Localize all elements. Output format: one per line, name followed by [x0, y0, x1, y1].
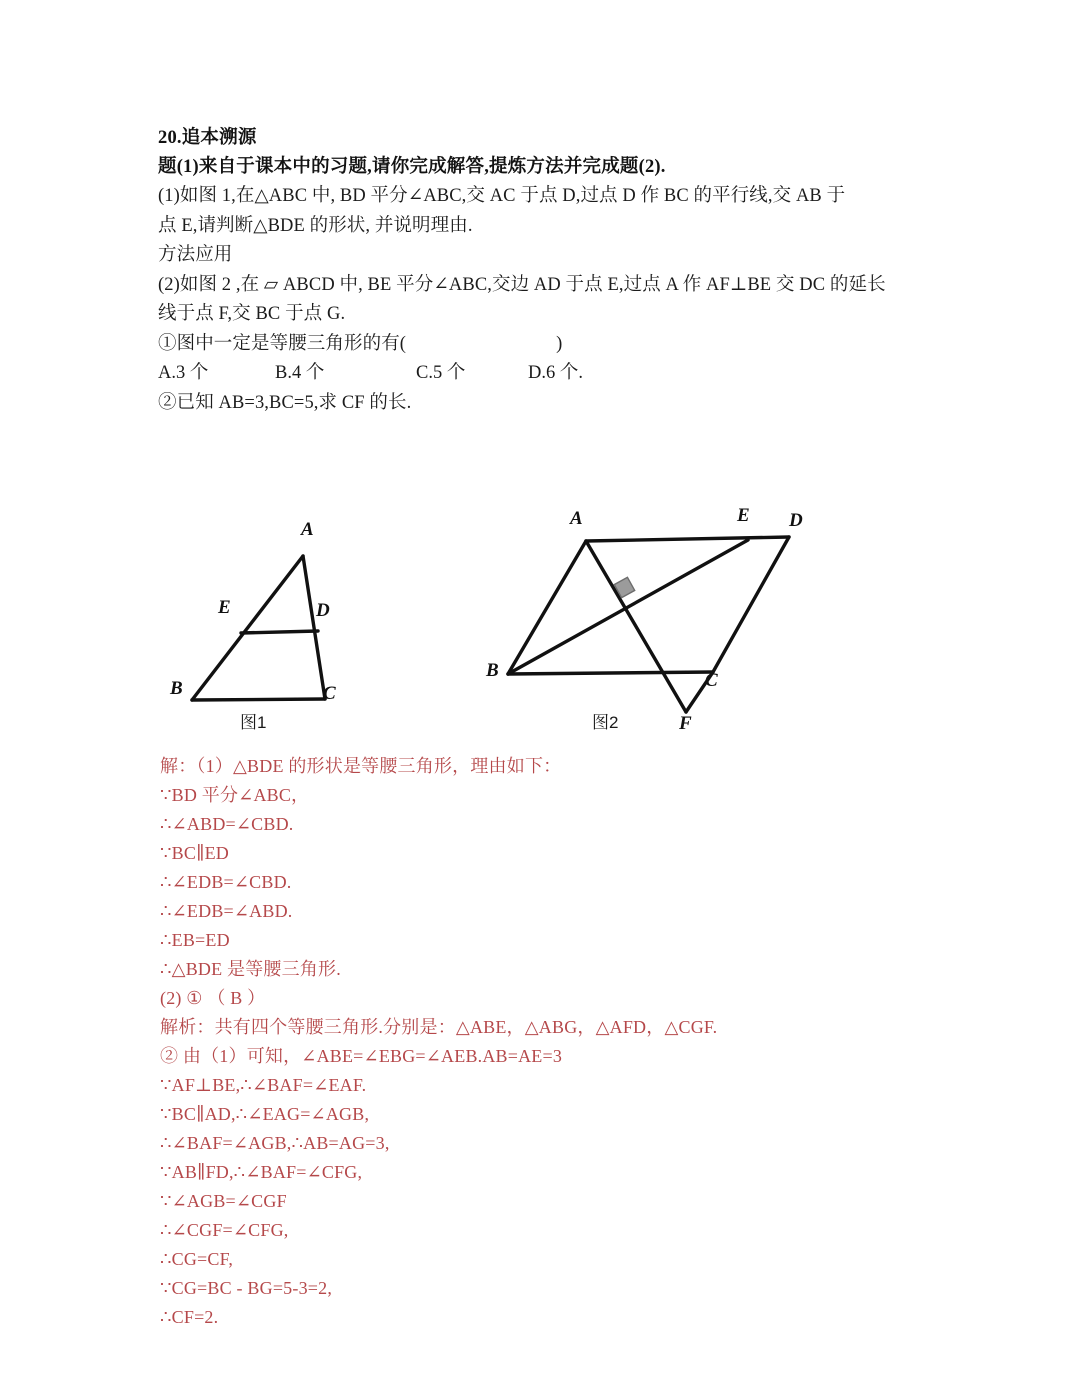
- solution-line: ∴∠EDB=∠ABD.: [160, 901, 293, 921]
- question-2-sub-2: ②已知 AB=3,BC=5,求 CF 的长.: [158, 392, 412, 413]
- figure2-label-B: B: [486, 660, 499, 681]
- solution-line: ∵BC∥AD,∴∠EAG=∠AGB,: [160, 1104, 370, 1124]
- question-block: [158, 124, 918, 418]
- figure1-label-E: E: [218, 597, 231, 618]
- solution-line: ② 由（1）可知，∠ABE=∠EBG=∠AEB.AB=AE=3: [160, 1046, 563, 1066]
- segment-AD: [586, 537, 789, 541]
- solution-line: ∵AF⊥BE,∴∠BAF=∠EAF.: [160, 1075, 367, 1095]
- segment-AB: [192, 556, 303, 700]
- question-2-line-1: (2)如图 2 ,在 ▱ ABCD 中, BE 平分∠ABC,交边 AD 于点 E,过点 A 作 AF⊥BE 交 DC 的延长: [158, 274, 886, 295]
- solution-line: ∵BD 平分∠ABC，: [160, 785, 310, 805]
- figure2-label-A: A: [570, 508, 583, 529]
- question-heading: 20.追本溯源: [158, 128, 257, 148]
- option-row: [158, 359, 918, 389]
- question-2-sub-1: [158, 330, 918, 360]
- option-d[interactable]: D.6 个.: [528, 363, 583, 383]
- option-c[interactable]: C.5 个: [416, 363, 466, 383]
- solution-line: ∴CF=2.: [160, 1307, 219, 1327]
- figure2-label-E: E: [737, 505, 750, 526]
- segment-BE: [508, 540, 748, 674]
- figure1-label-B: B: [170, 678, 183, 699]
- solution-line: ∴∠EDB=∠CBD.: [160, 872, 292, 892]
- solution-line: 解：（1）△BDE 的形状是等腰三角形，理由如下：: [160, 756, 562, 776]
- solution-line: ∴EB=ED: [160, 930, 230, 950]
- figure-1-drawing: [192, 556, 325, 700]
- question-2-line-2: 线于点 F,交 BC 于点 G.: [158, 304, 346, 324]
- segment-AC: [303, 556, 325, 699]
- figure2-caption: 图2: [592, 713, 619, 732]
- question-subheading: 题(1)来自于课本中的习题,请你完成解答,提炼方法并完成题(2).: [158, 157, 666, 177]
- question-2-sub-1-text: ①图中一定是等腰三角形的有(: [158, 333, 407, 354]
- question-1-line-2: 点 E,请判断△BDE 的形状, 并说明理由.: [158, 215, 473, 236]
- solution-answer-line: (2) ① （ B ）: [160, 988, 266, 1008]
- figure2-label-D: D: [789, 510, 803, 531]
- solution-line: ∴∠ABD=∠CBD.: [160, 814, 294, 834]
- solution-line: ∵BC∥ED: [160, 843, 229, 863]
- solution-line: 解析：共有四个等腰三角形.分别是：△ABE，△ABG，△AFD，△CGF.: [160, 1017, 718, 1037]
- figure2-label-C: C: [705, 670, 718, 691]
- solution-line: ∴∠CGF=∠CFG,: [160, 1220, 289, 1240]
- figure2-label-F: F: [679, 713, 692, 734]
- figure1-label-A: A: [301, 519, 314, 540]
- figure1-label-D: D: [316, 600, 330, 621]
- figure-2-drawing: [508, 537, 789, 712]
- solution-line: ∴△BDE 是等腰三角形.: [160, 959, 341, 979]
- solution-block: [160, 752, 960, 1332]
- solution-line: ∴CG=CF,: [160, 1249, 234, 1269]
- solution-line: ∴∠BAF=∠AGB,∴AB=AG=3,: [160, 1133, 390, 1153]
- method-application-label: 方法应用: [158, 245, 233, 265]
- option-a[interactable]: A.3 个: [158, 363, 209, 383]
- segment-ED: [241, 631, 318, 633]
- option-b[interactable]: B.4 个: [275, 363, 325, 383]
- right-angle-marker: [614, 577, 634, 597]
- question-2-sub-1-close-paren: ): [556, 333, 563, 354]
- segment-BC-2: [508, 672, 713, 674]
- segment-CF: [686, 672, 713, 712]
- segment-AB-2: [508, 541, 586, 674]
- segment-BC: [192, 699, 325, 700]
- segment-AF: [586, 541, 686, 712]
- segment-DC: [713, 537, 789, 672]
- solution-line: ∵AB∥FD,∴∠BAF=∠CFG,: [160, 1162, 363, 1182]
- figure1-caption: 图1: [240, 713, 267, 732]
- solution-line: ∵CG=BC - BG=5-3=2,: [160, 1278, 333, 1298]
- figure1-label-C: C: [323, 683, 336, 704]
- question-1-line-1: (1)如图 1,在△ABC 中, BD 平分∠ABC,交 AC 于点 D,过点 D 作 BC 的平行线,交 AB 于: [158, 186, 846, 206]
- solution-line: ∵∠AGB=∠CGF: [160, 1191, 287, 1211]
